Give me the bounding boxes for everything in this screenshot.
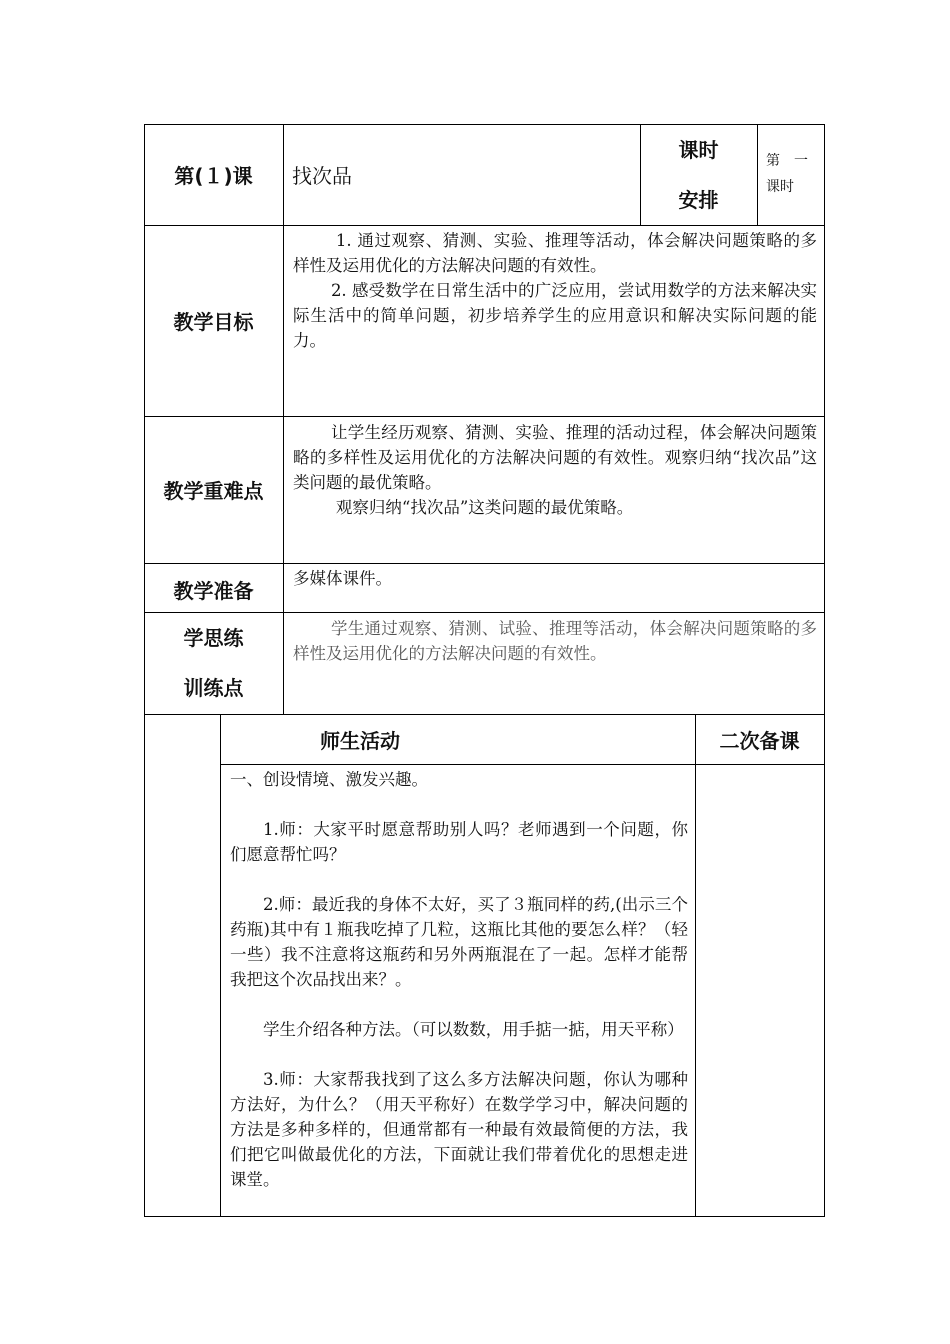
preparation-content: 多媒体课件。 bbox=[293, 569, 392, 588]
column-separator bbox=[757, 124, 758, 225]
activity-paragraph-4: 3.师：大家帮我找到了这么多方法解决问题，你认为哪种方法好，为什么？（用天平称好）在数学学习中，解决问题的方法是多种多样的，但通常都有一种最有效最简便的方法，我们把它叫做最优化的方法，下面就让我们带着优化的思想走进课堂。 bbox=[230, 1070, 688, 1189]
period-value bbox=[766, 148, 822, 200]
objective-item-2: 2. 感受数学在日常生活中的广泛应用，尝试用数学的方法来解决实际生活中的简单问题，初步培养学生的应用意识和解决实际问题的能力。 bbox=[293, 281, 817, 350]
activities-section-title: 一、创设情境、激发兴趣。 bbox=[230, 770, 428, 789]
training-label-line-1: 学思练 bbox=[183, 626, 244, 650]
column-separator bbox=[220, 714, 221, 1216]
period-label-line-1: 课时 bbox=[678, 137, 719, 162]
activities-header-main: 师生活动 bbox=[320, 728, 400, 753]
lesson-number-label: 第(１)课 bbox=[174, 164, 253, 188]
key-points-content bbox=[293, 420, 817, 520]
activity-paragraph-1: 1.师：大家平时愿意帮助别人吗？老师遇到一个问题，你们愿意帮忙吗？ bbox=[230, 820, 688, 864]
training-label-line-2: 训练点 bbox=[183, 676, 244, 700]
lesson-title: 找次品 bbox=[292, 164, 352, 188]
activity-paragraph-3: 学生介绍各种方法。（可以数数，用手掂一掂，用天平称） bbox=[263, 1020, 684, 1039]
activities-header-side: 二次备课 bbox=[719, 728, 800, 753]
period-label bbox=[640, 124, 757, 225]
objectives-content bbox=[293, 228, 817, 353]
objective-item-1: 1. 通过观察、猜测、实验、推理等活动，体会解决问题策略的多样性及运用优化的方法解决问题的有效性。 bbox=[293, 231, 817, 275]
training-paragraph: 学生通过观察、猜测、试验、推理等活动，体会解决问题策略的多样性及运用优化的方法解决问题的有效性。 bbox=[293, 619, 817, 663]
key-points-label: 教学重难点 bbox=[163, 479, 264, 503]
column-separator bbox=[695, 714, 696, 1216]
training-content bbox=[293, 616, 817, 666]
period-value-line-2: 课时 bbox=[766, 179, 794, 195]
table-border-right bbox=[824, 124, 825, 1217]
objectives-label: 教学目标 bbox=[173, 310, 254, 334]
key-points-paragraph-2: 观察归纳“找次品”这类问题的最优策略。 bbox=[335, 498, 634, 517]
period-value-line-1: 第 一 bbox=[766, 153, 808, 169]
activity-paragraph-2: 2.师：最近我的身体不太好，买了３瓶同样的药,(出示三个药瓶)其中有１瓶我吃掉了几粒，这瓶比其他的要怎么样？（轻一些）我不注意将这瓶药和另外两瓶混在了一起。怎样才能帮我把这个次品找出来？。 bbox=[230, 895, 688, 989]
activities-content bbox=[230, 767, 688, 1192]
column-separator bbox=[283, 124, 284, 714]
period-label-line-2: 安排 bbox=[678, 187, 719, 212]
training-label bbox=[144, 612, 283, 714]
key-points-paragraph-1: 让学生经历观察、猜测、实验、推理的活动过程，体会解决问题策略的多样性及运用优化的方法解决问题的有效性。观察归纳“找次品”这类问题的最优策略。 bbox=[293, 423, 817, 492]
preparation-label: 教学准备 bbox=[173, 579, 254, 603]
table-border-bottom bbox=[144, 1216, 825, 1217]
row-separator bbox=[220, 764, 825, 765]
